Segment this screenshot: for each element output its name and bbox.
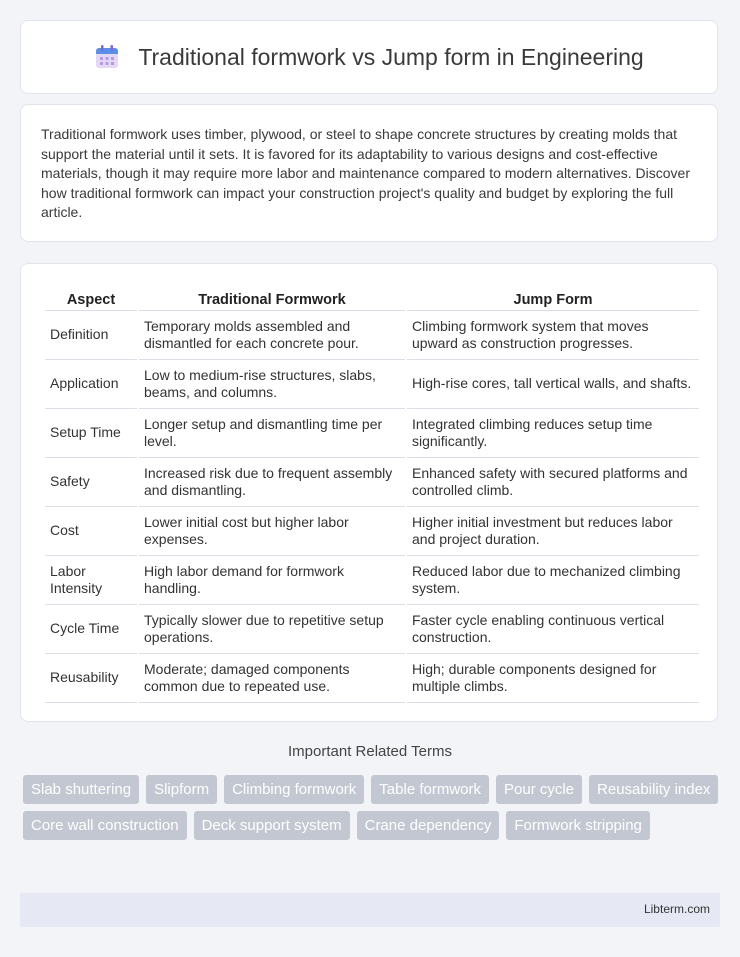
jump-form-cell: High-rise cores, tall vertical walls, and shafts.	[407, 360, 699, 409]
jump-form-cell: Reduced labor due to mechanized climbing system.	[407, 556, 699, 605]
table-row	[45, 507, 699, 556]
table-row	[45, 654, 699, 703]
related-term-tag[interactable]: Pour cycle	[496, 775, 582, 804]
traditional-cell: Low to medium-rise structures, slabs, beams, and columns.	[139, 360, 405, 409]
traditional-cell: High labor demand for formwork handling.	[139, 556, 405, 605]
aspect-cell: Application	[45, 360, 137, 409]
jump-form-cell: Integrated climbing reduces setup time significantly.	[407, 409, 699, 458]
traditional-cell: Temporary molds assembled and dismantled for each concrete pour.	[139, 311, 405, 360]
table-row	[45, 409, 699, 458]
aspect-cell: Labor Intensity	[45, 556, 137, 605]
aspect-cell: Cycle Time	[45, 605, 137, 654]
footer	[20, 893, 720, 927]
jump-form-cell: Climbing formwork system that moves upward as construction progresses.	[407, 311, 699, 360]
aspect-cell: Cost	[45, 507, 137, 556]
table-header-row	[45, 282, 699, 311]
traditional-cell: Longer setup and dismantling time per level.	[139, 409, 405, 458]
related-term-tag[interactable]: Table formwork	[371, 775, 489, 804]
related-term-tag[interactable]: Climbing formwork	[224, 775, 364, 804]
jump-form-cell: Faster cycle enabling continuous vertical construction.	[407, 605, 699, 654]
intro-text: Traditional formwork uses timber, plywood, or steel to shape concrete structures by creating molds that support the material until it sets. It is favored for its adaptability to various designs and cost-effective materials, though it may require more labor and maintenance compared to modern alternatives. Discover how traditional formwork can impact your construction project's quality and budget by exploring the full article.	[41, 126, 690, 220]
traditional-cell: Typically slower due to repetitive setup operations.	[139, 605, 405, 654]
traditional-cell: Increased risk due to frequent assembly and dismantling.	[139, 458, 405, 507]
table-row	[45, 360, 699, 409]
table-row	[45, 605, 699, 654]
related-term-tag[interactable]: Slab shuttering	[23, 775, 139, 804]
page-title: Traditional formwork vs Jump form in Engineering	[138, 43, 644, 70]
jump-form-cell: High; durable components designed for multiple climbs.	[407, 654, 699, 703]
column-header: Aspect	[45, 282, 137, 311]
aspect-cell: Safety	[45, 458, 137, 507]
header-card	[20, 20, 718, 94]
comparison-card	[20, 263, 718, 722]
jump-form-cell: Higher initial investment but reduces labor and project duration.	[407, 507, 699, 556]
column-header: Traditional Formwork	[139, 282, 405, 311]
table-row	[45, 458, 699, 507]
related-term-tag[interactable]: Formwork stripping	[506, 811, 650, 840]
related-term-tag[interactable]: Core wall construction	[23, 811, 187, 840]
column-header: Jump Form	[407, 282, 699, 311]
related-term-tag[interactable]: Crane dependency	[357, 811, 500, 840]
comparison-table	[43, 282, 701, 703]
related-terms-title: Important Related Terms	[288, 743, 452, 760]
calendar-icon	[94, 44, 120, 70]
related-term-tag[interactable]: Reusability index	[589, 775, 718, 804]
related-term-tag[interactable]: Slipform	[146, 775, 217, 804]
traditional-cell: Moderate; damaged components common due to repeated use.	[139, 654, 405, 703]
related-term-tag[interactable]: Deck support system	[194, 811, 350, 840]
aspect-cell: Setup Time	[45, 409, 137, 458]
aspect-cell: Reusability	[45, 654, 137, 703]
related-terms-list	[23, 775, 723, 840]
jump-form-cell: Enhanced safety with secured platforms and controlled climb.	[407, 458, 699, 507]
traditional-cell: Lower initial cost but higher labor expenses.	[139, 507, 405, 556]
intro-card	[20, 104, 718, 242]
table-row	[45, 556, 699, 605]
table-row	[45, 311, 699, 360]
footer-site-link[interactable]: Libterm.com	[643, 902, 710, 916]
aspect-cell: Definition	[45, 311, 137, 360]
